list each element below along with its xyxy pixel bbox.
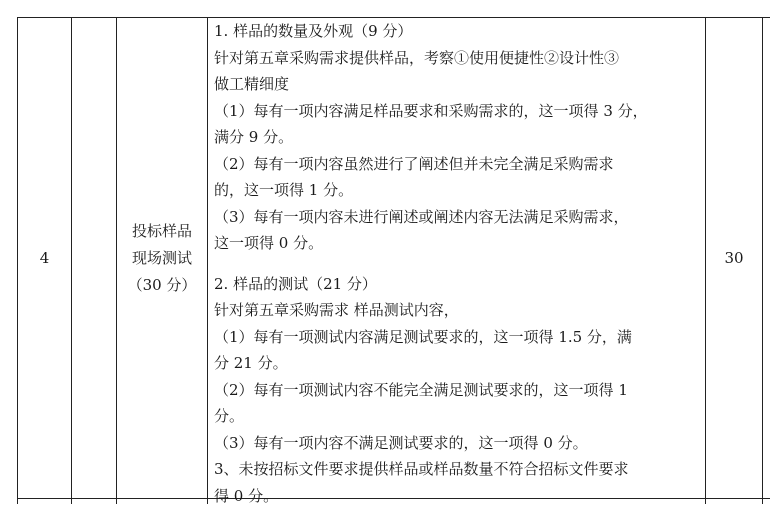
criteria-line: 满分 9 分。 — [214, 124, 710, 151]
item-name-line-1: 投标样品 — [117, 218, 207, 245]
criteria-line: 这一项得 0 分。 — [214, 230, 710, 257]
item-name-line-3: （30 分） — [117, 272, 207, 299]
criteria-line: 2. 样品的测试（21 分） — [214, 271, 710, 298]
column-divider-3 — [207, 17, 208, 504]
item-name — [117, 218, 207, 299]
criteria-line: （2）每有一项内容虽然进行了阐述但并未完全满足采购需求 — [214, 151, 710, 178]
criteria-line: 1. 样品的数量及外观（9 分） — [214, 18, 710, 45]
criteria-line: 分。 — [214, 403, 710, 430]
criteria-line: 得 0 分。 — [214, 483, 710, 509]
criteria-line: 针对第五章采购需求提供样品，考察①使用便捷性②设计性③ — [214, 45, 710, 72]
criteria-line: 3、未按招标文件要求提供样品或样品数量不符合招标文件要求 — [214, 456, 710, 483]
criteria-line: （3）每有一项内容未进行阐述或阐述内容无法满足采购需求， — [214, 204, 710, 231]
criteria-line: （3）每有一项内容不满足测试要求的，这一项得 0 分。 — [214, 430, 710, 457]
row-number: 4 — [18, 248, 71, 268]
column-divider-1 — [71, 17, 72, 504]
score-value: 30 — [706, 248, 762, 268]
item-name-line-2: 现场测试 — [117, 245, 207, 272]
criteria-line: （1）每有一项测试内容满足测试要求的，这一项得 1.5 分，满 — [214, 324, 710, 351]
criteria-line: 的，这一项得 1 分。 — [214, 177, 710, 204]
criteria-line: （2）每有一项测试内容不能完全满足测试要求的，这一项得 1 — [214, 377, 710, 404]
criteria-line: （1）每有一项内容满足样品要求和采购需求的，这一项得 3 分， — [214, 98, 710, 125]
criteria-line: 针对第五章采购需求 样品测试内容， — [214, 297, 710, 324]
criteria-line: 分 21 分。 — [214, 350, 710, 377]
criteria-line: 做工精细度 — [214, 71, 710, 98]
scoring-criteria — [214, 18, 710, 509]
table-right-border — [762, 17, 763, 504]
